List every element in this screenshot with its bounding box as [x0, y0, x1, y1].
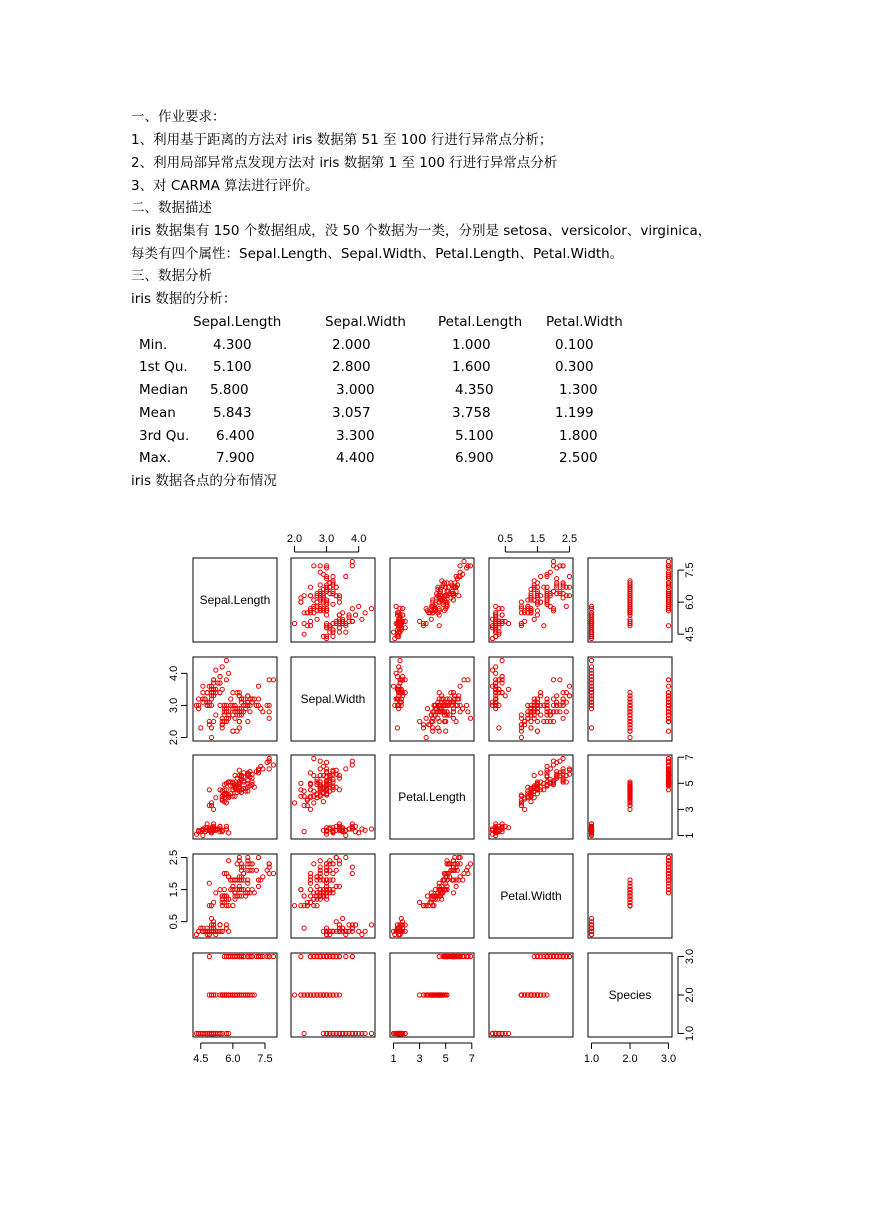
scatter-point — [462, 559, 466, 563]
scatter-point — [561, 756, 565, 760]
scatter-point — [391, 684, 395, 688]
table-cell: 3.000 — [336, 382, 375, 398]
scatter-point — [424, 716, 428, 720]
table-cell: 1.600 — [452, 359, 491, 375]
scatter-point — [551, 559, 555, 563]
scatter-point — [458, 710, 462, 714]
variable-label: Sepal.Length — [199, 593, 271, 607]
description-line-2: 每类有四个属性：Sepal.Length、Sepal.Width、Petal.Length、Petal.Width。 — [131, 246, 624, 262]
scatter-point — [212, 900, 216, 904]
scatter-point — [331, 634, 335, 638]
matrix-panel — [291, 755, 375, 839]
scatter-point — [666, 559, 670, 563]
scatter-point — [369, 607, 373, 611]
scatter-point — [395, 726, 399, 730]
matrix-panel — [588, 657, 672, 741]
variable-label: Species — [608, 988, 652, 1002]
table-cell: 5.800 — [210, 382, 249, 398]
scatter-point — [201, 684, 205, 688]
scatter-point — [271, 871, 275, 875]
scatter-point — [506, 621, 510, 625]
table-cell: 1.199 — [555, 405, 594, 421]
scatter-point — [218, 923, 222, 927]
tick-label: 6.0 — [225, 1053, 241, 1065]
scatter-point — [363, 929, 367, 933]
scatter-point — [334, 855, 338, 859]
scatter-point — [308, 807, 312, 811]
scatter-point — [454, 884, 458, 888]
scatter-point — [315, 617, 319, 621]
scatter-point — [494, 634, 498, 638]
table-cell: 6.400 — [216, 428, 255, 444]
scatter-point — [666, 684, 670, 688]
scatter-point — [302, 594, 306, 598]
scatter-point — [212, 719, 216, 723]
requirement-2: 2、利用局部异常点发现方法对 iris 数据第 1 至 100 行进行异常点分析 — [131, 155, 558, 171]
scatter-point — [341, 916, 345, 920]
scatter-point — [256, 855, 260, 859]
scatter-point — [529, 726, 533, 730]
table-cell: 4.350 — [455, 382, 494, 398]
scatter-point — [227, 859, 231, 863]
scatter-point — [292, 621, 296, 625]
scatter-point — [666, 729, 670, 733]
table-cell: 4.300 — [213, 337, 252, 353]
scatter-point — [337, 630, 341, 634]
scatter-point — [555, 577, 559, 581]
scatter-point — [369, 1031, 373, 1035]
scatter-point — [308, 585, 312, 589]
scatter-point — [267, 716, 271, 720]
tick-label: 1 — [684, 832, 696, 839]
scatter-point — [421, 904, 425, 908]
scatter-point — [224, 658, 228, 662]
scatter-point — [209, 726, 213, 730]
scatter-point — [235, 862, 239, 866]
scatter-point — [344, 630, 348, 634]
scatter-point — [532, 617, 536, 621]
tick-label: 0.5 — [497, 533, 513, 545]
scatter-point — [519, 600, 523, 604]
tick-label: 4.0 — [168, 665, 180, 681]
scatter-point — [231, 691, 235, 695]
scatter-point — [551, 678, 555, 682]
scatter-point — [233, 716, 237, 720]
scatter-point — [318, 759, 322, 763]
tick-label: 1.5 — [529, 533, 546, 545]
requirement-3: 3、对 CARMA 算法进行评价。 — [131, 178, 319, 194]
scatter-point — [369, 827, 373, 831]
scatter-point — [350, 954, 354, 958]
scatter-point — [261, 875, 265, 879]
scatter-point — [519, 735, 523, 739]
scatter-point — [222, 888, 226, 892]
scatter-point — [429, 617, 433, 621]
scatter-point — [256, 697, 260, 701]
scatter-point — [424, 735, 428, 739]
scatter-point — [254, 868, 258, 872]
scatter-point — [458, 564, 462, 568]
scatter-point — [209, 735, 213, 739]
scatter-point — [363, 611, 367, 615]
scatter-point — [532, 773, 536, 777]
table-cell: 5.843 — [213, 405, 252, 421]
scatter-point — [302, 632, 306, 636]
matrix-panel — [291, 854, 375, 938]
scatter-point — [302, 1031, 306, 1035]
heading-data-analysis: 三、数据分析 — [131, 268, 212, 284]
scatter-point — [350, 607, 354, 611]
scatter-point — [350, 564, 354, 568]
scatter-point — [548, 570, 552, 574]
scatter-point — [267, 871, 271, 875]
tick-label: 1.0 — [684, 1025, 696, 1042]
scatter-point — [457, 594, 461, 598]
scatter-point — [212, 807, 216, 811]
scatter-point — [564, 710, 568, 714]
tick-label: 4.5 — [193, 1053, 209, 1065]
tick-label: 2.0 — [622, 1053, 638, 1065]
scatter-point — [353, 613, 357, 617]
scatter-point — [214, 796, 218, 800]
scatter-point — [337, 626, 341, 630]
tick-label: 7 — [684, 754, 696, 761]
scatter-point — [292, 993, 296, 997]
scatter-point — [312, 598, 316, 602]
scatter-point — [227, 671, 231, 675]
tick-label: 3.0 — [660, 1053, 677, 1065]
description-line-1: iris 数据集有 150 个数据组成，没 50 个数据为一类，分别是 setosa、versicolor、virginica， — [131, 223, 712, 239]
scatter-point — [523, 619, 527, 623]
scatter-point — [468, 862, 472, 866]
scatter-point — [468, 716, 472, 720]
tick-label: 3 — [416, 1053, 423, 1065]
scatter-point — [425, 707, 429, 711]
tick-label: 1.0 — [583, 1053, 600, 1065]
scatter-point — [337, 788, 341, 792]
tick-label: 7.5 — [684, 562, 696, 578]
scatter-point — [248, 710, 252, 714]
scatter-point — [242, 871, 246, 875]
variable-label: Petal.Width — [500, 889, 562, 903]
column-header: Sepal.Length — [193, 314, 282, 330]
analysis-intro: iris 数据的分析： — [131, 291, 237, 307]
scatter-point — [350, 559, 354, 563]
scatter-point — [535, 609, 539, 613]
scatter-point — [331, 574, 335, 578]
table-cell: 1.300 — [559, 382, 598, 398]
table-cell: 3.057 — [332, 405, 371, 421]
tick-label: 5 — [442, 1053, 449, 1065]
scatter-point — [344, 833, 348, 837]
scatter-point — [589, 726, 593, 730]
scatter-point — [214, 668, 218, 672]
scatter-point — [207, 881, 211, 885]
scatter-point — [312, 801, 316, 805]
scatter-point — [318, 564, 322, 568]
row-label: Max. — [139, 450, 172, 466]
tick-label: 1.5 — [168, 881, 180, 898]
scatter-point — [302, 926, 306, 930]
scatter-point — [292, 801, 296, 805]
scatter-point — [292, 904, 296, 908]
scatter-point — [218, 674, 222, 678]
scatter-point — [350, 865, 354, 869]
scatter-point — [357, 604, 361, 608]
scatter-point — [209, 916, 213, 920]
scatter-point — [299, 781, 303, 785]
tick-label: 4.5 — [684, 626, 696, 642]
scatter-point — [256, 684, 260, 688]
scatter-point — [261, 710, 265, 714]
scatter-point — [589, 658, 593, 662]
scatter-point — [231, 904, 235, 908]
scatter-point — [425, 894, 429, 898]
scatter-point — [220, 687, 224, 691]
heading-data-description: 二、数据描述 — [131, 200, 212, 216]
scatter-point — [237, 768, 241, 772]
scatter-point — [369, 923, 373, 927]
column-header: Petal.Length — [438, 314, 523, 330]
scatter-point — [465, 703, 469, 707]
tick-label: 3.0 — [684, 948, 696, 965]
row-label: Mean — [139, 405, 176, 421]
table-cell: 0.300 — [555, 359, 594, 375]
scatter-point — [207, 788, 211, 792]
table-cell: 6.900 — [455, 450, 494, 466]
scatter-point — [401, 607, 405, 611]
scatter-point — [325, 613, 329, 617]
scatter-point — [500, 658, 504, 662]
table-cell: 1.000 — [452, 337, 491, 353]
scatter-point — [551, 564, 555, 568]
scatter-point — [398, 658, 402, 662]
scatter-point — [246, 719, 250, 723]
variable-label: Petal.Length — [398, 790, 466, 804]
scatter-point — [312, 564, 316, 568]
tick-label: 5 — [684, 780, 696, 787]
scatter-point — [628, 735, 632, 739]
scatter-point — [567, 694, 571, 698]
scatter-point — [529, 800, 533, 804]
scatter-point — [567, 574, 571, 578]
scatter-point — [341, 611, 345, 615]
heading-requirements: 一、作业要求： — [131, 109, 226, 125]
tick-label: 2.0 — [168, 729, 180, 746]
table-cell: 3.300 — [336, 428, 375, 444]
scatter-point — [535, 729, 539, 733]
matrix-panel — [291, 953, 375, 1037]
table-cell: 7.900 — [216, 450, 255, 466]
scatter-point — [312, 862, 316, 866]
scatter-point — [271, 763, 275, 767]
matrix-panel — [193, 657, 277, 741]
scatter-point — [220, 665, 224, 669]
column-header: Petal.Width — [546, 314, 623, 330]
tick-label: 3.0 — [318, 533, 335, 545]
scatter-point — [302, 621, 306, 625]
matrix-panel — [390, 657, 474, 741]
variable-label: Sepal.Width — [300, 692, 366, 706]
tick-label: 4.0 — [351, 533, 367, 545]
scatter-point — [197, 929, 201, 933]
scatter-point — [418, 719, 422, 723]
table-cell: 2.800 — [332, 359, 371, 375]
scatter-point — [246, 694, 250, 698]
scatter-point — [564, 604, 568, 608]
table-cell: 4.400 — [336, 450, 375, 466]
scatter-point — [344, 767, 348, 771]
scatter-point — [418, 619, 422, 623]
scatter-point — [207, 954, 211, 958]
scatter-point — [318, 583, 322, 587]
scatter-point — [271, 678, 275, 682]
scatter-point — [308, 619, 312, 623]
scatter-point — [466, 710, 470, 714]
table-cell: 2.000 — [332, 337, 371, 353]
scatter-point — [451, 891, 455, 895]
scatter-point — [218, 888, 222, 892]
scatter-point — [299, 888, 303, 892]
tick-label: 7 — [468, 1053, 475, 1065]
row-label: Median — [139, 382, 189, 398]
scatter-point — [271, 954, 275, 958]
scatter-point — [337, 600, 341, 604]
scatter-point — [500, 613, 504, 617]
scatter-point — [302, 830, 306, 834]
matrix-panel — [291, 558, 375, 642]
scatter-point — [267, 678, 271, 682]
scatter-point — [308, 594, 312, 598]
requirement-1: 1、利用基于距离的方法对 iris 数据第 51 至 100 行进行异常点分析； — [131, 132, 553, 148]
scatter-point — [494, 665, 498, 669]
scatter-point — [539, 574, 543, 578]
tick-label: 7.5 — [257, 1053, 273, 1065]
tick-label: 6.0 — [684, 594, 696, 610]
tick-label: 1 — [390, 1053, 397, 1065]
table-cell: 3.758 — [452, 405, 491, 421]
table-cell: 5.100 — [455, 428, 494, 444]
scatter-point — [334, 585, 338, 589]
scatter-point — [299, 954, 303, 958]
table-cell: 2.500 — [559, 450, 598, 466]
tick-label: 2.5 — [168, 849, 180, 866]
scatter-point — [542, 624, 546, 628]
scatter-point — [567, 684, 571, 688]
column-header: Sepal.Width — [325, 314, 406, 330]
scatter-point — [312, 773, 316, 777]
scatter-point — [344, 855, 348, 859]
scatter-point — [318, 767, 322, 771]
scatter-point — [561, 596, 565, 600]
scatter-point — [555, 694, 559, 698]
table-cell: 0.100 — [555, 337, 594, 353]
scatter-point — [214, 713, 218, 717]
scatter-point — [561, 716, 565, 720]
scatter-point — [199, 726, 203, 730]
tick-label: 2.0 — [286, 533, 303, 545]
scatter-point — [218, 703, 222, 707]
matrix-panel — [489, 953, 573, 1037]
scatter-point — [523, 807, 527, 811]
distribution-caption: iris 数据各点的分布情况 — [131, 473, 277, 489]
scatter-point — [506, 687, 510, 691]
scatter-point — [418, 900, 422, 904]
scatter-point — [451, 716, 455, 720]
scatter-point — [267, 710, 271, 714]
scatter-point — [539, 771, 543, 775]
scatter-point — [350, 871, 354, 875]
scatter-point — [299, 600, 303, 604]
scatter-point — [256, 884, 260, 888]
scatter-point — [197, 697, 201, 701]
scatter-point — [229, 697, 233, 701]
scatter-point — [318, 859, 322, 863]
scatter-point — [325, 760, 329, 764]
scatter-point — [458, 684, 462, 688]
tick-label: 3 — [684, 806, 696, 813]
table-cell: 5.100 — [213, 359, 252, 375]
scatter-point — [551, 589, 555, 593]
scatter-point — [444, 729, 448, 733]
scatter-point — [344, 954, 348, 958]
scatter-point — [231, 729, 235, 733]
scatter-point — [224, 678, 228, 682]
scatter-point — [331, 602, 335, 606]
scatter-point — [318, 570, 322, 574]
scatter-point — [267, 767, 271, 771]
matrix-panel — [489, 657, 573, 741]
scatter-point — [535, 613, 539, 617]
scatter-point — [437, 691, 441, 695]
scatter-point — [344, 574, 348, 578]
scatter-point — [666, 678, 670, 682]
matrix-panel — [588, 854, 672, 938]
scatter-point — [237, 719, 241, 723]
scatter-point — [666, 624, 670, 628]
scatter-point — [360, 617, 364, 621]
scatter-point — [321, 800, 325, 804]
scatter-point — [437, 624, 441, 628]
tick-label: 3.0 — [168, 697, 180, 714]
row-label: 1st Qu. — [139, 359, 188, 375]
scatter-point — [312, 756, 316, 760]
scatter-point — [214, 891, 218, 895]
scatter-point — [449, 691, 453, 695]
tick-label: 2.5 — [561, 533, 578, 545]
table-cell: 1.800 — [559, 428, 598, 444]
row-label: 3rd Qu. — [139, 428, 190, 444]
scatter-point — [334, 868, 338, 872]
scatter-point — [558, 678, 562, 682]
scatter-point — [237, 726, 241, 730]
scatter-point — [302, 894, 306, 898]
scatter-point — [205, 691, 209, 695]
scatter-point — [497, 726, 501, 730]
scatter-point — [201, 691, 205, 695]
tick-label: 2.0 — [684, 987, 696, 1003]
row-label: Min. — [139, 337, 168, 353]
tick-label: 0.5 — [168, 914, 180, 930]
